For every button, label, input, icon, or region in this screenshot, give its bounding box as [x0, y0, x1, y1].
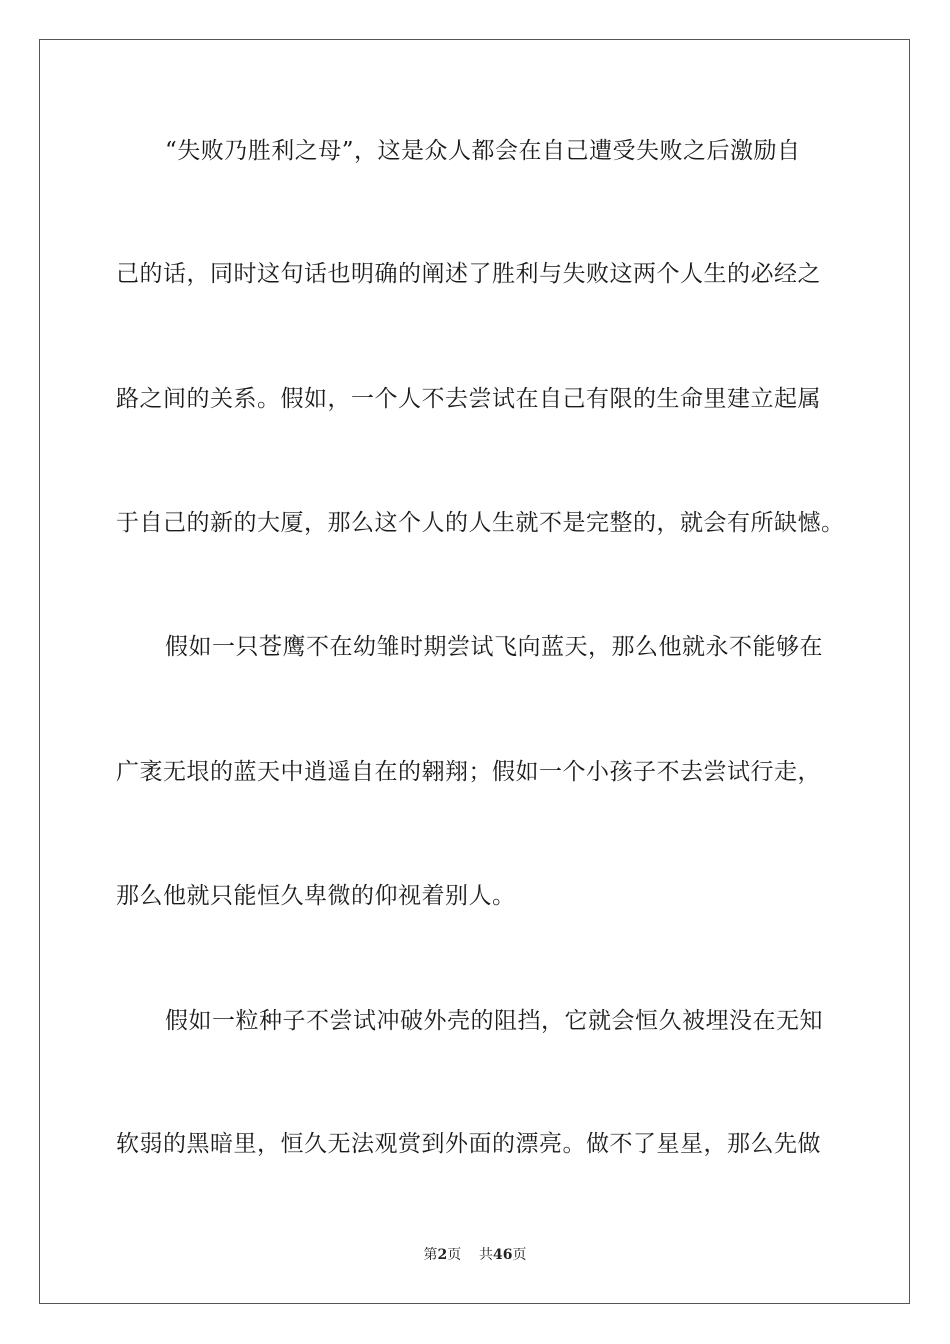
- total-pages: 46: [493, 1247, 513, 1263]
- text-line: 广袤无垠的蓝天中逍遥自在的翱翔；假如一个小孩子不去尝试行走，: [116, 759, 821, 785]
- text-line: 软弱的黑暗里，恒久无法观赏到外面的漂亮。做不了星星，那么先做: [116, 1131, 821, 1157]
- total-prefix: 共: [479, 1247, 494, 1263]
- page-footer: [0, 1244, 950, 1264]
- page-suffix: 页: [447, 1247, 462, 1263]
- page-prefix: 第: [423, 1247, 438, 1263]
- text-line: “失败乃胜利之母”，这是众人都会在自己遭受失败之后激励自: [165, 138, 801, 164]
- text-line: 假如一只苍鹰不在幼雏时期尝试飞向蓝天，那么他就永不能够在: [165, 634, 823, 660]
- total-suffix: 页: [512, 1247, 527, 1263]
- page-number: 2: [437, 1247, 448, 1263]
- text-line: 假如一粒种子不尝试冲破外壳的阻挡，它就会恒久被埋没在无知: [165, 1008, 823, 1034]
- text-line: 那么他就只能恒久卑微的仰视着别人。: [116, 883, 516, 909]
- text-line: 己的话，同时这句话也明确的阐述了胜利与失败这两个人生的必经之: [116, 261, 821, 287]
- page-border: [39, 39, 910, 1304]
- text-line: 于自己的新的大厦，那么这个人的人生就不是完整的，就会有所缺憾。: [116, 510, 845, 536]
- text-line: 路之间的关系。假如，一个人不去尝试在自己有限的生命里建立起属: [116, 386, 821, 412]
